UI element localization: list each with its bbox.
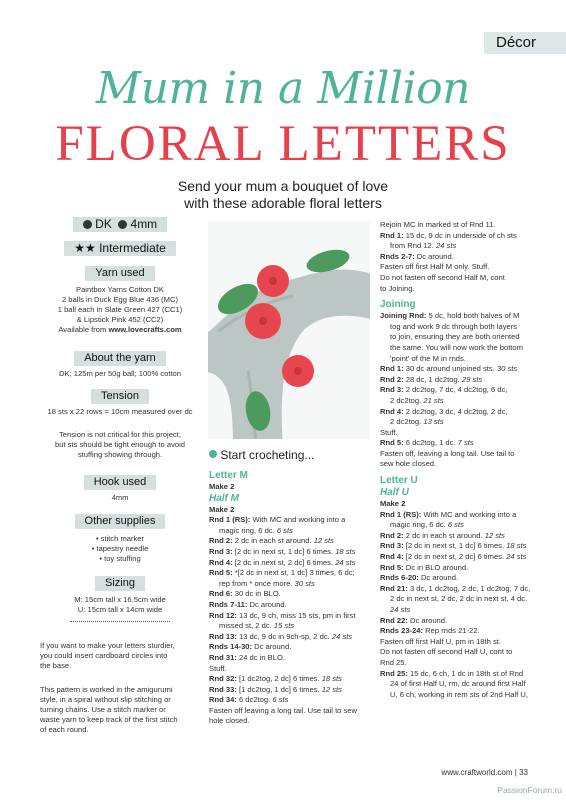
pattern-line bbox=[380, 563, 540, 574]
tension-note-line: Tension is not critical for this project, bbox=[59, 430, 181, 439]
pattern-line bbox=[380, 690, 540, 701]
round-text: Rep rnds 21-22. bbox=[423, 626, 480, 636]
about-heading: About the yarn bbox=[74, 351, 166, 366]
round-text: missed st, 2 dc. bbox=[219, 621, 274, 631]
round-text: the same. You will now work the bottom bbox=[390, 342, 523, 352]
stitch-count: 7 sts bbox=[457, 438, 474, 448]
round-text: [2 dc in next st, 2 dc] 6 times. bbox=[232, 557, 336, 567]
round-label: Rnd 4: bbox=[380, 406, 404, 416]
pattern-line bbox=[380, 332, 540, 343]
stitch-count: 13 sts bbox=[423, 417, 444, 427]
round-text: 15 dc, 6 ch, 1 dc in 18th st of Rnd bbox=[407, 668, 524, 678]
sizing-heading: Sizing bbox=[95, 576, 145, 591]
note-line: you could insert cardboard circles into bbox=[40, 651, 168, 660]
round-label: Rnd 3: bbox=[209, 546, 233, 556]
stitch-count: 24 sts bbox=[335, 557, 356, 567]
round-text: 2 dc in next st, 2 dc, 2 dc in next st, 4 dc. bbox=[390, 594, 528, 604]
round-text: 30 dc around unjoined sts. bbox=[403, 364, 497, 374]
make-2-label: Make 2 bbox=[209, 504, 235, 514]
pattern-line bbox=[209, 589, 377, 600]
round-label: Rnd 33: bbox=[209, 684, 237, 694]
round-label: Rnds 2-7: bbox=[380, 251, 415, 261]
note-line: the base. bbox=[40, 661, 72, 670]
round-label: Rnd 22: bbox=[380, 615, 408, 625]
round-text: Do not fasten off second Half M, cont bbox=[380, 272, 505, 282]
tension-text: 18 sts x 22 rows = 10cm measured over dc bbox=[47, 407, 193, 416]
level-stars: ★★ bbox=[74, 241, 96, 255]
stitch-count: 6 sts bbox=[447, 520, 464, 530]
pattern-line bbox=[380, 594, 540, 605]
round-text: 13 dc, 9 ch, miss 15 sts, pm in first bbox=[236, 610, 356, 620]
pattern-line bbox=[380, 417, 540, 428]
round-text: [2 dc in next st, 1 dc] 6 times. bbox=[232, 546, 336, 556]
stitch-count: 24 sts bbox=[331, 631, 353, 641]
amigurumi-note bbox=[40, 685, 200, 735]
round-text: Fasten off, leaving a long tail. Use tail to bbox=[380, 448, 515, 458]
round-text: sew hole closed. bbox=[380, 459, 437, 469]
pattern-line bbox=[380, 658, 540, 669]
pattern-line bbox=[380, 262, 540, 273]
hook-text: 4mm bbox=[111, 493, 129, 502]
stitch-count: 29 sts bbox=[461, 374, 483, 384]
stitch-count: 6 sts bbox=[272, 695, 289, 705]
letter-m-heading: Letter M bbox=[209, 470, 248, 481]
round-text: With MC and working into a bbox=[250, 515, 346, 525]
round-label: Rnds 6-20: bbox=[380, 573, 419, 583]
round-text: to Joining. bbox=[380, 283, 415, 293]
pattern-line bbox=[380, 449, 540, 460]
round-label: Rnd 21: bbox=[380, 583, 408, 593]
pattern-line bbox=[209, 579, 377, 590]
make-2-label: Make 2 bbox=[380, 499, 406, 509]
sizing-list bbox=[40, 595, 200, 615]
round-text: Dc around. bbox=[418, 573, 459, 583]
tension-note bbox=[40, 430, 200, 460]
round-label: Rnd 4: bbox=[209, 557, 233, 567]
note-line: waste yarn to keep track of the first stitch bbox=[40, 715, 178, 724]
round-label: Rnd 3: bbox=[380, 541, 404, 551]
yarn-line: 1 ball each in Slate Green 427 (CC1) bbox=[57, 305, 183, 314]
pattern-line bbox=[380, 531, 540, 542]
round-text: Stuff. bbox=[380, 427, 398, 437]
pattern-line bbox=[209, 600, 377, 611]
round-label: Rnd 13: bbox=[209, 631, 237, 641]
round-text: 24 dc in BLO. bbox=[236, 652, 285, 662]
pattern-line bbox=[380, 284, 540, 295]
pattern-line bbox=[209, 695, 377, 706]
round-text: 2 dc in each st around. bbox=[403, 530, 485, 540]
footer-site[interactable]: www.craftworld.com bbox=[441, 768, 513, 777]
pattern-line bbox=[209, 716, 377, 727]
round-text: 2 dc2tog. bbox=[390, 417, 424, 427]
round-label: Rnd 1 (RS): bbox=[380, 509, 422, 519]
stitch-count: 30 sts bbox=[294, 578, 315, 588]
pattern-line bbox=[209, 515, 377, 526]
pattern-line bbox=[380, 520, 540, 531]
pattern-line bbox=[380, 637, 540, 648]
round-label: Rnd 5: bbox=[380, 562, 404, 572]
pattern-line bbox=[209, 674, 377, 685]
pattern-line bbox=[380, 241, 540, 252]
note-line: turning chains. Use a stitch marker or bbox=[40, 705, 166, 714]
pattern-line bbox=[380, 354, 540, 365]
round-label: Rnd 6: bbox=[209, 589, 233, 599]
pattern-line bbox=[380, 220, 540, 231]
yarn-line: Paintbox Yarns Cotton DK bbox=[76, 285, 164, 294]
letter-u-heading: Letter U bbox=[380, 475, 418, 487]
pattern-line bbox=[209, 706, 377, 717]
stitch-count: 12 sts bbox=[321, 684, 342, 694]
round-text: 2 dc2tog. bbox=[390, 395, 424, 405]
stitch-count: 18 sts bbox=[335, 546, 356, 556]
yarn-available-link[interactable]: www.lovecrafts.com bbox=[108, 325, 182, 334]
start-crocheting-heading bbox=[209, 448, 314, 462]
round-text: magic ring, 6 dc. bbox=[390, 520, 448, 530]
hook-icon bbox=[118, 220, 127, 229]
pattern-line bbox=[380, 647, 540, 658]
yarn-available-prefix: Available from bbox=[58, 325, 109, 334]
supply-item: • toy stuffing bbox=[99, 554, 141, 563]
stitch-count: 18 sts bbox=[506, 541, 527, 551]
stitch-count: 15 sts bbox=[273, 621, 295, 631]
round-text: Fasten off first Half M only. Stuff. bbox=[380, 262, 490, 272]
pattern-line bbox=[380, 396, 540, 407]
round-text: [2 dc in next st, 2 dc] 6 times. bbox=[403, 552, 507, 562]
round-label: Rnds 14-30: bbox=[209, 642, 253, 652]
pattern-line bbox=[380, 459, 540, 470]
round-text: 'point' of the M in rnds. bbox=[390, 353, 466, 363]
round-label: Rnd 4: bbox=[380, 552, 404, 562]
round-text: 2 dc2tog, 3 dc, 4 dc2tog, 2 dc, bbox=[403, 406, 508, 416]
subtitle-line-1: Send your mum a bouquet of love bbox=[177, 178, 389, 194]
bullet-circle-icon bbox=[209, 450, 217, 458]
stitch-count: 21 sts bbox=[423, 395, 444, 405]
footer-sep: | bbox=[514, 768, 517, 777]
round-label: Rnd 25: bbox=[380, 668, 408, 678]
round-text: U, 6 ch, working in rem sts of 2nd Half U, bbox=[390, 689, 529, 699]
round-text: magic ring, 6 dc. bbox=[219, 525, 277, 535]
pattern-line bbox=[380, 584, 540, 595]
round-label: Joining Rnd: bbox=[380, 311, 427, 321]
round-text: Dc around. bbox=[407, 615, 448, 625]
round-text: 15 dc, 9 dc in underside of ch sts bbox=[403, 230, 517, 240]
round-label: Rnd 34: bbox=[209, 695, 237, 705]
pattern-line bbox=[209, 611, 377, 622]
round-text: to join, ensuring they are both oriented bbox=[390, 332, 520, 342]
pattern-line bbox=[380, 679, 540, 690]
round-text: Fasten off leaving a long tail. Use tail to sew bbox=[209, 705, 358, 715]
round-text: 5 dc, hold both halves of M bbox=[426, 311, 520, 321]
stitch-count: 6 sts bbox=[276, 525, 293, 535]
round-label: Rnd 1 (RS): bbox=[209, 515, 251, 525]
round-text: With MC and working into a bbox=[421, 509, 517, 519]
round-text: *[2 dc in next st, 1 dc] 3 times, 6 dc; bbox=[232, 568, 355, 578]
title-line-2: FLORAL LETTERS bbox=[55, 116, 511, 172]
pattern-line bbox=[209, 632, 377, 643]
pattern-line bbox=[209, 664, 377, 675]
pattern-line bbox=[380, 428, 540, 439]
pattern-line bbox=[380, 343, 540, 354]
pattern-line bbox=[380, 273, 540, 284]
pattern-line bbox=[380, 616, 540, 627]
round-label: Rnd 1: bbox=[380, 230, 404, 240]
pattern-line bbox=[380, 385, 540, 396]
tension-heading: Tension bbox=[91, 389, 149, 404]
round-label: Rnd 2: bbox=[380, 530, 404, 540]
stitch-count: 30 sts bbox=[496, 364, 518, 374]
stitch-count: 24 sts bbox=[436, 241, 457, 251]
round-label: Rnds 23-24: bbox=[380, 626, 424, 636]
page-number: 33 bbox=[519, 768, 528, 777]
pattern-line bbox=[380, 510, 540, 521]
level-text: Intermediate bbox=[99, 241, 166, 255]
footer bbox=[441, 768, 528, 777]
round-text: 28 dc, 1 dc2tog. bbox=[403, 374, 462, 384]
supplies-list bbox=[40, 534, 200, 564]
watermark: PassionForum.ru bbox=[497, 785, 562, 795]
stitch-count: 12 sts bbox=[313, 536, 334, 546]
pattern-line bbox=[380, 605, 540, 616]
round-label: Rnd 2: bbox=[209, 536, 233, 546]
round-text: [2 dc in next st, 1 dc] 6 times. bbox=[403, 541, 507, 551]
round-text: 6 dc2tog. bbox=[236, 695, 273, 705]
supply-item: • stitch marker bbox=[95, 534, 145, 543]
pattern-line bbox=[209, 568, 377, 579]
pattern-line bbox=[380, 438, 540, 449]
pattern-line bbox=[209, 621, 377, 632]
hook-heading: Hook used bbox=[84, 475, 157, 490]
note-line: This pattern is worked in the amigurumi bbox=[40, 685, 173, 694]
round-text: 2 dc2tog, 7 dc, 4 dc2tog, 6 dc, bbox=[403, 385, 508, 395]
round-label: Rnd 5: bbox=[380, 438, 404, 448]
yarn-list bbox=[40, 285, 200, 335]
pattern-line bbox=[209, 536, 377, 547]
pattern-line bbox=[380, 407, 540, 418]
sizing-line: U: 15cm tall x 14cm wide bbox=[77, 605, 163, 614]
round-label: Rnd 2: bbox=[380, 374, 404, 384]
yarn-used-heading: Yarn used bbox=[85, 266, 154, 281]
round-text: 3 dc, 1 dc2tog, 2 dc, 1 dc2tog, 7 dc, bbox=[407, 583, 531, 593]
pattern-line bbox=[209, 547, 377, 558]
round-text: 2 dc in each st around. bbox=[232, 536, 314, 546]
supply-item: • tapestry needle bbox=[91, 544, 149, 553]
half-u-heading: Half U bbox=[380, 487, 409, 499]
supplies-heading: Other supplies bbox=[75, 514, 166, 529]
round-label: Rnd 3: bbox=[380, 385, 404, 395]
pattern-line bbox=[380, 573, 540, 584]
pattern-line bbox=[209, 642, 377, 653]
stitch-count: 24 sts bbox=[390, 605, 411, 614]
pattern-line bbox=[209, 653, 377, 664]
round-label: Rnd 1: bbox=[380, 364, 404, 374]
pattern-line bbox=[209, 526, 377, 537]
note-line: If you want to make your letters sturdier, bbox=[40, 641, 175, 650]
note-line: style, in a spiral without slip stitching or bbox=[40, 695, 171, 704]
yarn-line: & Lipstick Pink 452 (CC2) bbox=[76, 315, 164, 324]
section-tab: Décor bbox=[484, 32, 566, 54]
round-text: 24 of first Half U, rm, dc around first Half bbox=[390, 679, 526, 689]
pattern-line bbox=[380, 626, 540, 637]
joining-heading: Joining bbox=[380, 299, 416, 311]
stitch-count: 12 sts bbox=[484, 530, 505, 540]
pattern-line bbox=[380, 364, 540, 375]
yarn-ball-icon bbox=[83, 220, 92, 229]
half-m-heading: Half M bbox=[209, 492, 239, 504]
round-text: Do not fasten off second Half U, cont to bbox=[380, 647, 513, 657]
start-crocheting-text: Start crocheting... bbox=[220, 448, 315, 462]
round-label: Rnd 31: bbox=[209, 652, 237, 662]
pattern-line bbox=[209, 685, 377, 696]
pattern-line bbox=[380, 541, 540, 552]
note-line: of each round. bbox=[40, 725, 89, 734]
weight-hook-pill bbox=[40, 217, 200, 232]
round-text: Rnd 25. bbox=[380, 657, 407, 667]
round-label: Rnds 7-11: bbox=[209, 599, 248, 609]
tension-note-line: stuffing showing through. bbox=[77, 450, 163, 459]
round-text: Dc around. bbox=[414, 251, 454, 261]
pattern-line bbox=[380, 375, 540, 386]
round-text: Dc in BLO around. bbox=[403, 562, 469, 572]
round-text: from Rnd 12. bbox=[390, 241, 437, 251]
round-text: 30 dc in BLO. bbox=[232, 589, 281, 599]
pattern-line bbox=[380, 322, 540, 333]
pattern-line bbox=[380, 669, 540, 680]
round-label: Rnd 12: bbox=[209, 610, 237, 620]
round-text: Rejoin MC in marked st of Rnd 11. bbox=[380, 220, 496, 229]
round-text: Stuff. bbox=[209, 663, 227, 673]
round-label: Rnd 32: bbox=[209, 674, 237, 684]
dotted-divider bbox=[70, 621, 170, 622]
round-text: 13 dc, 9 dc in 9ch-sp, 2 dc. bbox=[236, 631, 332, 641]
round-text: 6 dc2tog, 1 dc. bbox=[403, 438, 458, 448]
pattern-line bbox=[380, 231, 540, 242]
pattern-line bbox=[380, 311, 540, 322]
round-text: Fasten off first Half U, pm in 18th st. bbox=[380, 636, 501, 646]
about-text: DK; 125m per 50g ball; 100% cotton bbox=[59, 369, 181, 378]
crochet-letter-photo bbox=[208, 221, 370, 439]
round-text: tog and work 9 dc through both layers bbox=[390, 321, 518, 331]
round-text: hole closed. bbox=[209, 716, 250, 726]
pattern-line bbox=[380, 552, 540, 563]
round-label: Rnd 5: bbox=[209, 568, 233, 578]
round-text: [1 dc2tog, 1 dc] 6 times. bbox=[236, 684, 322, 694]
round-text: rep from * once more. bbox=[219, 578, 295, 588]
hook-size: 4mm bbox=[130, 217, 158, 231]
right-column bbox=[380, 220, 540, 700]
sizing-line: M: 15cm tall x 16.5cm wide bbox=[74, 595, 166, 604]
level-pill bbox=[40, 241, 200, 256]
make-2-label: Make 2 bbox=[209, 482, 235, 491]
yarn-weight: DK bbox=[95, 217, 112, 231]
letter-m-column bbox=[209, 470, 377, 727]
round-text: [1 dc2tog, 2 dc] 6 times. bbox=[236, 674, 322, 684]
round-text: Dc around. bbox=[252, 642, 292, 652]
stitch-count: 18 sts bbox=[321, 674, 342, 684]
yarn-line: 2 balls in Duck Egg Blue 436 (MC) bbox=[61, 295, 179, 304]
title-line-1: Mum in a Million bbox=[96, 63, 470, 114]
pattern-line bbox=[380, 252, 540, 263]
stitch-count: 24 sts bbox=[506, 552, 527, 562]
round-text: Dc around. bbox=[247, 599, 287, 609]
pattern-line bbox=[209, 558, 377, 569]
tension-note-line: but sts should be tight enough to avoid bbox=[54, 440, 186, 449]
subtitle-line-2: with these adorable floral letters bbox=[184, 195, 382, 211]
sturdier-note bbox=[40, 641, 200, 671]
